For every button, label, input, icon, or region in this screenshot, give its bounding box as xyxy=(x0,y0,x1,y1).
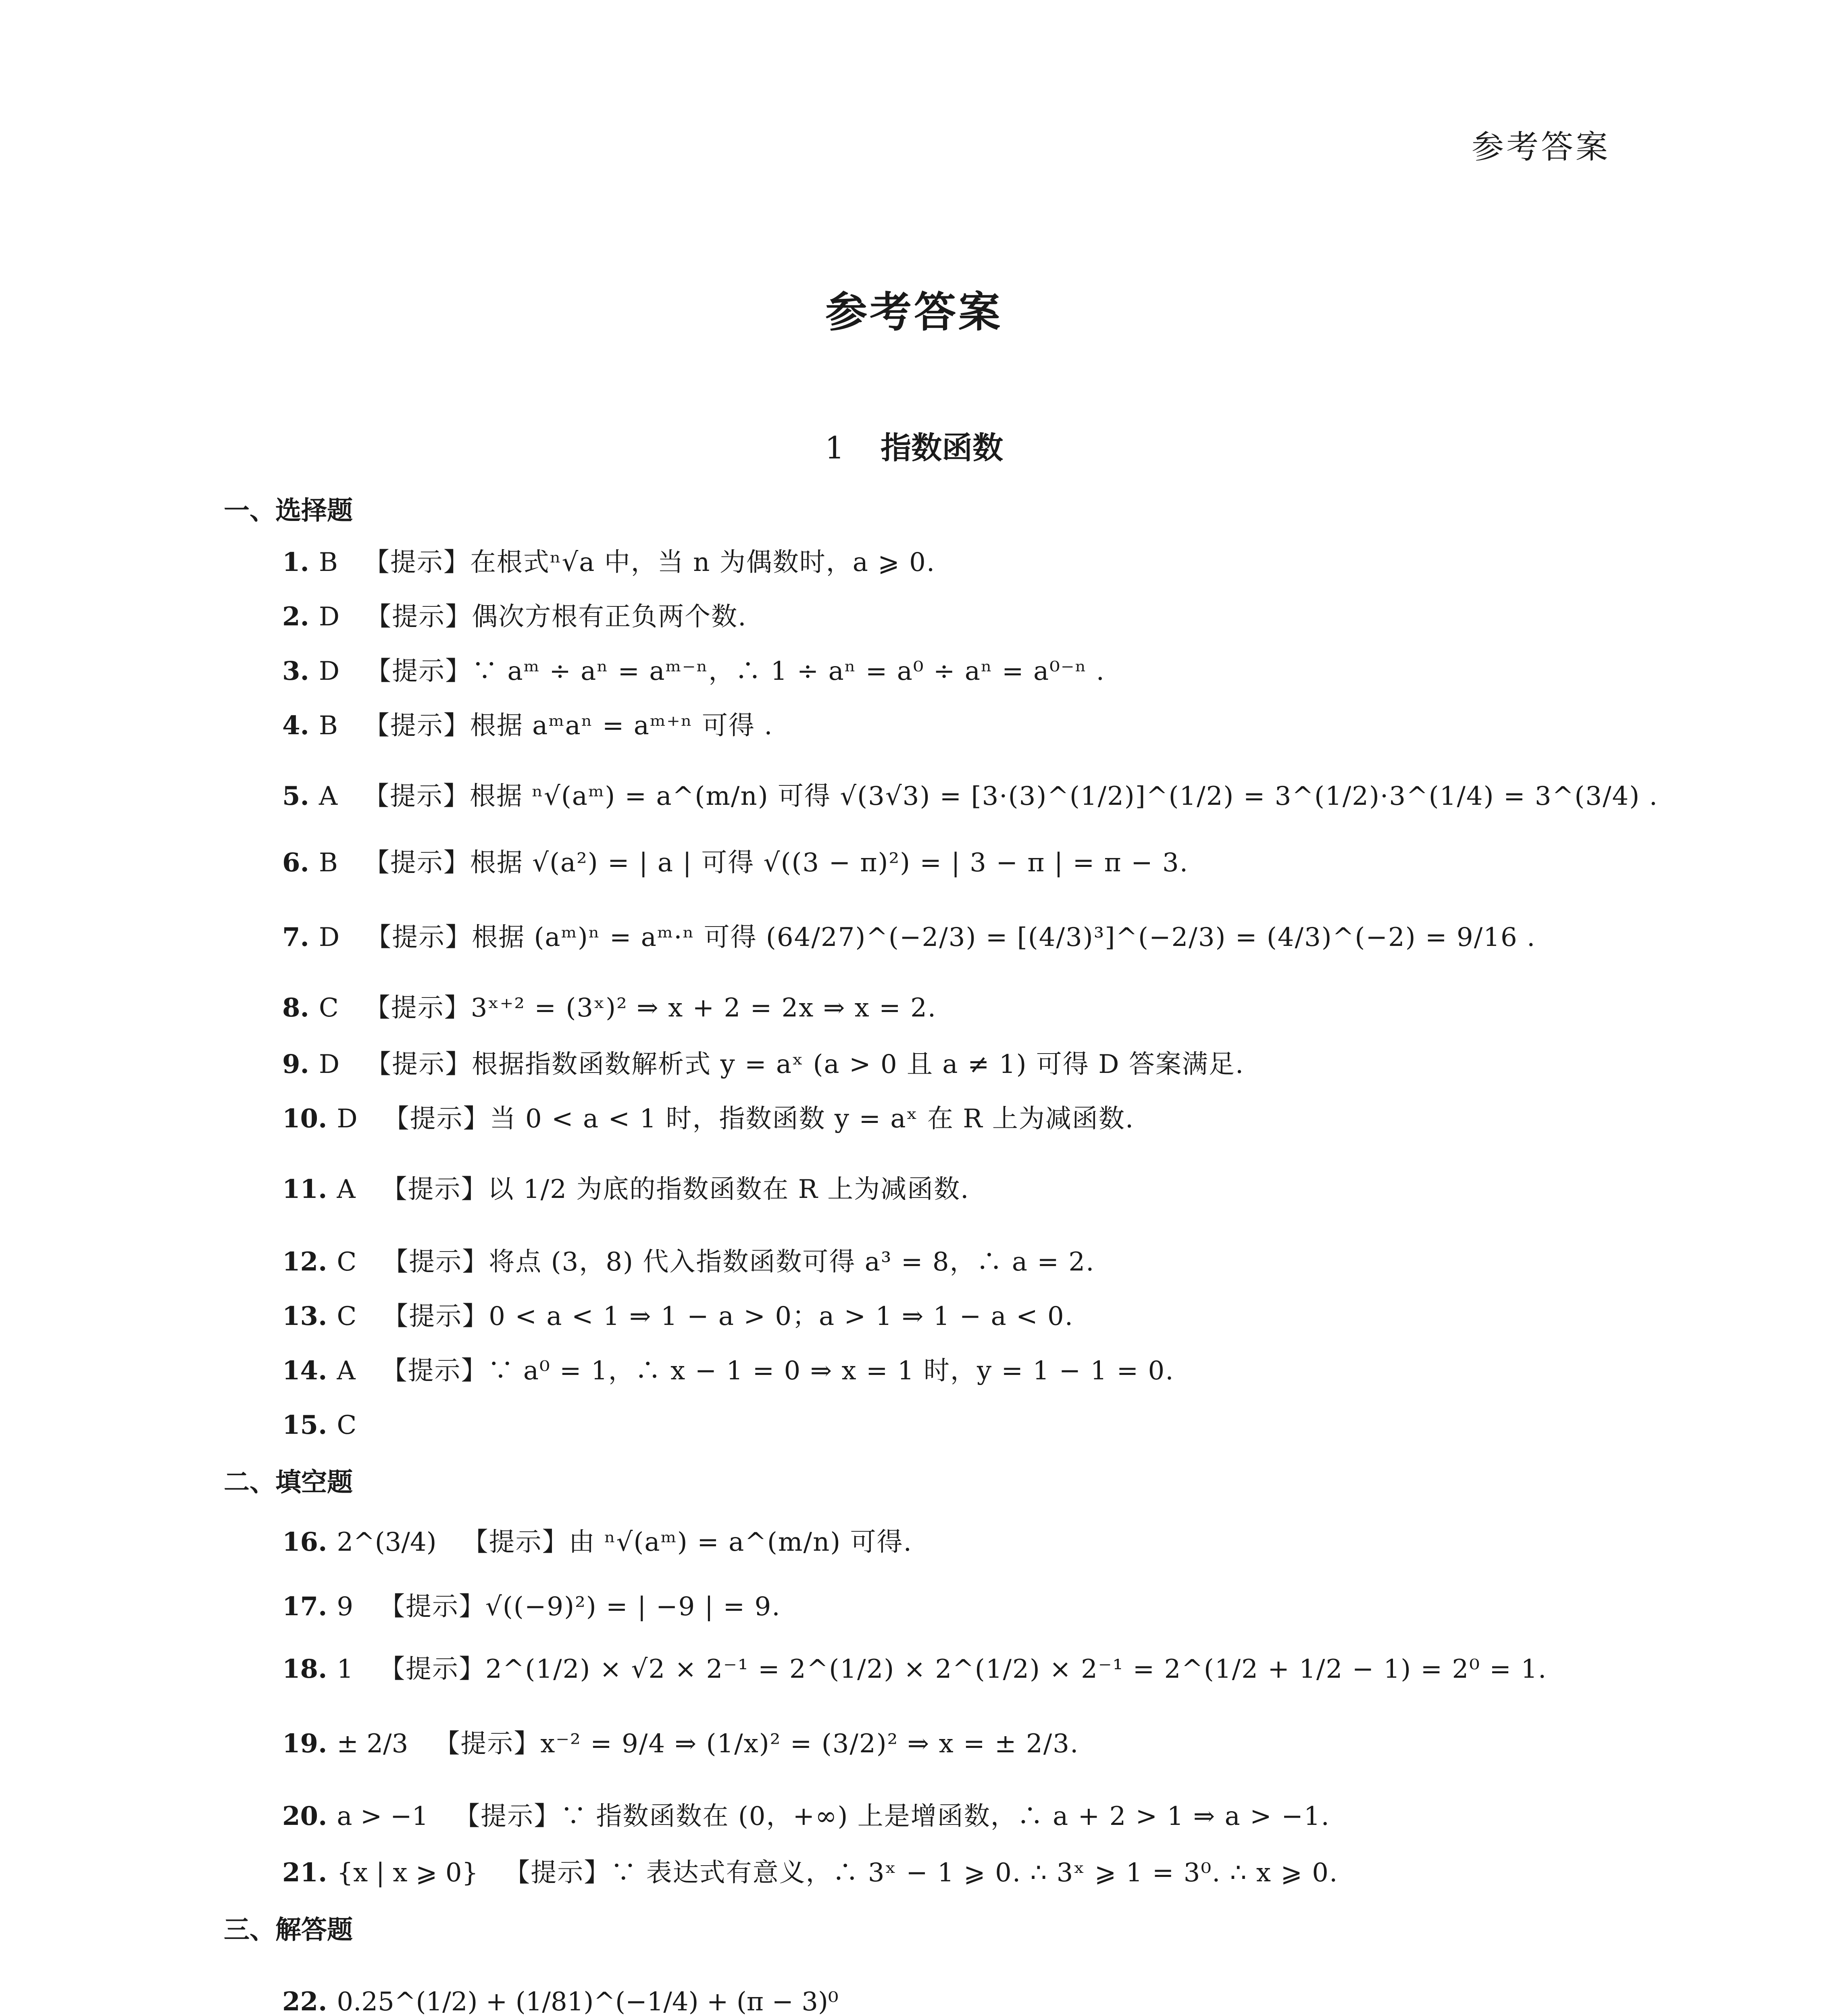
item-answer: 9 xyxy=(337,1592,354,1622)
answer-item xyxy=(282,1048,1244,1081)
item-hint: 【提示】0 < a < 1 ⇒ 1 − a > 0；a > 1 ⇒ 1 − a < 0. xyxy=(382,1302,1074,1331)
item-hint: 【提示】根据 aᵐaⁿ = aᵐ⁺ⁿ 可得 . xyxy=(363,711,773,741)
item-answer: B xyxy=(319,711,338,741)
item-hint: 【提示】∵ a⁰ = 1，∴ x − 1 = 0 ⇒ x = 1 时，y = 1 − 1 = 0. xyxy=(381,1356,1174,1386)
solution-line xyxy=(282,1986,864,2016)
answer-item xyxy=(282,1653,1547,1685)
item-answer: C xyxy=(337,1302,357,1331)
answer-item xyxy=(282,921,1536,954)
item-number: 5. xyxy=(282,781,309,811)
answer-item xyxy=(282,780,1658,812)
page-title: 参考答案 xyxy=(825,287,1003,337)
answer-item xyxy=(282,655,1105,687)
item-hint: 【提示】根据 (aᵐ)ⁿ = aᵐ·ⁿ 可得 (64/27)^(−2/3) = [(4/3)³]^(−2/3) = (4/3)^(−2) = 9/16 . xyxy=(365,923,1536,952)
answer-item xyxy=(282,1409,382,1441)
item-number: 10. xyxy=(282,1104,327,1134)
item-hint: 【提示】偶次方根有正负两个数. xyxy=(365,602,747,632)
section-heading-choice: 一、选择题 xyxy=(224,496,353,526)
chapter-name: 指数函数 xyxy=(881,430,1004,466)
answer-item xyxy=(282,1591,781,1623)
running-head: 参考答案 xyxy=(1472,128,1610,166)
chapter-heading xyxy=(0,423,1828,467)
item-answer: 2^(3/4) xyxy=(337,1527,437,1557)
item-number: 21. xyxy=(282,1858,327,1888)
item-number: 11. xyxy=(282,1174,327,1204)
item-hint: 【提示】由 ⁿ√(aᵐ) = a^(m/n) 可得. xyxy=(462,1527,912,1557)
item-number: 3. xyxy=(282,656,309,686)
item-number: 6. xyxy=(282,848,309,878)
item-hint: 【提示】√((−9)²) = | −9 | = 9. xyxy=(379,1592,781,1622)
item-hint: 【提示】将点 (3，8) 代入指数函数可得 a³ = 8，∴ a = 2. xyxy=(382,1247,1095,1277)
item-answer: 1 xyxy=(337,1654,354,1684)
item-hint: 【提示】2^(1/2) × √2 × 2⁻¹ = 2^(1/2) × 2^(1/2) × 2⁻¹ = 2^(1/2 + 1/2 − 1) = 2⁰ = 1. xyxy=(379,1654,1547,1684)
item-answer: D xyxy=(319,1050,340,1079)
item-answer: C xyxy=(337,1247,357,1277)
item-hint: 【提示】x⁻² = 9/4 ⇒ (1/x)² = (3/2)² ⇒ x = ± 2/3. xyxy=(434,1729,1079,1759)
item-hint: 【提示】根据指数函数解析式 y = aˣ (a > 0 且 a ≠ 1) 可得 D 答案满足. xyxy=(365,1050,1245,1079)
item-hint: 【提示】3ˣ⁺² = (3ˣ)² ⇒ x + 2 = 2x ⇒ x = 2. xyxy=(364,993,937,1023)
item-number: 4. xyxy=(282,710,309,741)
answer-item xyxy=(282,601,747,633)
item-answer: a > −1 xyxy=(337,1801,429,1831)
chapter-number: 1 xyxy=(824,430,845,466)
answer-item xyxy=(282,1728,1079,1760)
item-hint: 【提示】∵ 指数函数在 (0，+∞) 上是增函数，∴ a + 2 > 1 ⇒ a > −1. xyxy=(454,1801,1330,1831)
answer-item xyxy=(282,710,773,742)
answer-item xyxy=(282,1857,1338,1889)
item-answer: D xyxy=(337,1104,358,1134)
answer-item xyxy=(282,546,935,579)
item-number: 17. xyxy=(282,1591,327,1622)
item-answer: D xyxy=(319,656,340,686)
item-hint: 【提示】根据 √(a²) = | a | 可得 √((3 − π)²) = | 3 − π | = π − 3. xyxy=(363,848,1189,878)
item-answer: B xyxy=(319,548,338,577)
answer-item xyxy=(282,1103,1134,1135)
item-number: 20. xyxy=(282,1801,327,1831)
item-hint: 【提示】∵ aᵐ ÷ aⁿ = aᵐ⁻ⁿ，∴ 1 ÷ aⁿ = a⁰ ÷ aⁿ = a⁰⁻ⁿ . xyxy=(365,656,1105,686)
item-answer: D xyxy=(319,602,340,632)
solution-expression: 0.25^(1/2) + (1/81)^(−1/4) + (π − 3)⁰ xyxy=(337,1987,839,2016)
item-number: 13. xyxy=(282,1301,327,1331)
item-number: 19. xyxy=(282,1729,327,1759)
item-number: 16. xyxy=(282,1527,327,1557)
answer-item xyxy=(282,1246,1095,1278)
item-number: 2. xyxy=(282,602,309,632)
answer-item xyxy=(282,1173,969,1206)
answer-item xyxy=(282,1800,1330,1833)
item-number: 12. xyxy=(282,1247,327,1277)
item-number: 18. xyxy=(282,1654,327,1684)
item-answer: ± 2/3 xyxy=(337,1729,408,1759)
item-number: 1. xyxy=(282,547,309,577)
item-number: 15. xyxy=(282,1410,327,1440)
answer-item xyxy=(282,847,1189,879)
item-hint: 【提示】根据 ⁿ√(aᵐ) = a^(m/n) 可得 √(3√3) = [3·(3)^(1/2)]^(1/2) = 3^(1/2)·3^(1/4) = 3^(3/4) . xyxy=(363,781,1658,811)
item-answer: C xyxy=(337,1410,357,1440)
item-hint: 【提示】当 0 < a < 1 时，指数函数 y = aˣ 在 R 上为减函数. xyxy=(383,1104,1135,1134)
section-heading-solution: 三、解答题 xyxy=(224,1915,353,1945)
item-answer: A xyxy=(319,781,338,811)
item-number: 7. xyxy=(282,922,309,952)
item-answer: A xyxy=(337,1356,356,1386)
item-hint: 【提示】∵ 表达式有意义，∴ 3ˣ − 1 ⩾ 0. ∴ 3ˣ ⩾ 1 = 3⁰. ∴ x ⩾ 0. xyxy=(504,1858,1339,1888)
item-answer: {x | x ⩾ 0} xyxy=(337,1858,479,1888)
item-hint: 【提示】以 1/2 为底的指数函数在 R 上为减函数. xyxy=(381,1175,970,1204)
item-number: 8. xyxy=(282,993,309,1023)
item-answer: D xyxy=(319,923,340,952)
item-number: 9. xyxy=(282,1049,309,1079)
item-answer: A xyxy=(337,1175,356,1204)
item-hint: 【提示】在根式ⁿ√a 中，当 n 为偶数时，a ⩾ 0. xyxy=(363,548,936,577)
item-answer: B xyxy=(319,848,338,878)
section-heading-fill: 二、填空题 xyxy=(224,1467,353,1497)
item-number: 22. xyxy=(282,1987,327,2016)
answer-item xyxy=(282,1526,912,1558)
item-number: 14. xyxy=(282,1356,327,1386)
answer-item xyxy=(282,1355,1174,1387)
answer-item xyxy=(282,1300,1074,1333)
answer-item xyxy=(282,992,937,1024)
item-answer: C xyxy=(319,993,339,1023)
